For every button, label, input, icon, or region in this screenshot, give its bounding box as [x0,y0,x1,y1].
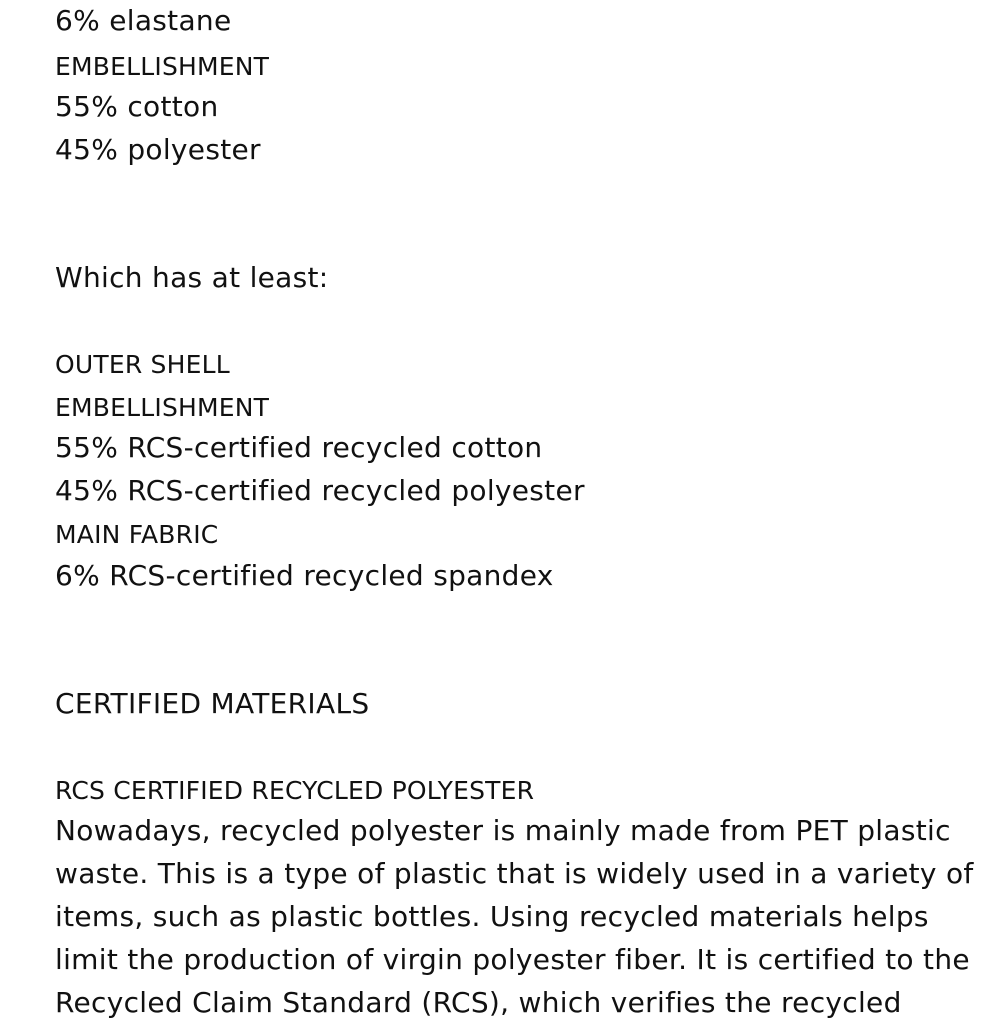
recycled-cotton-line: 55% RCS-certified recycled cotton [55,431,543,464]
main-fabric-elastane-line: 6% elastane [55,4,232,37]
embellishment-heading: EMBELLISHMENT [55,52,270,81]
description-line: Recycled Claim Standard (RCS), which verifies the recycled [55,986,902,1019]
recycled-spandex-line: 6% RCS-certified recycled spandex [55,559,554,592]
description-line: Nowadays, recycled polyester is mainly made from PET plastic [55,814,951,847]
description-line: limit the production of virgin polyester fiber. It is certified to the [55,943,970,976]
certified-materials-heading: CERTIFIED MATERIALS [55,687,370,720]
description-line: items, such as plastic bottles. Using recycled materials helps [55,900,929,933]
rcs-polyester-subheading: RCS CERTIFIED RECYCLED POLYESTER [55,776,535,805]
main-fabric-heading: MAIN FABRIC [55,520,219,549]
rcs-polyester-description [55,809,974,1024]
recycled-intro: Which has at least: [55,261,329,294]
recycled-embellishment-heading: EMBELLISHMENT [55,393,270,422]
embellishment-polyester-line: 45% polyester [55,133,261,166]
outer-shell-heading: OUTER SHELL [55,350,230,379]
recycled-polyester-line: 45% RCS-certified recycled polyester [55,474,585,507]
embellishment-cotton-line: 55% cotton [55,90,219,123]
description-line: waste. This is a type of plastic that is widely used in a variety of [55,857,974,890]
